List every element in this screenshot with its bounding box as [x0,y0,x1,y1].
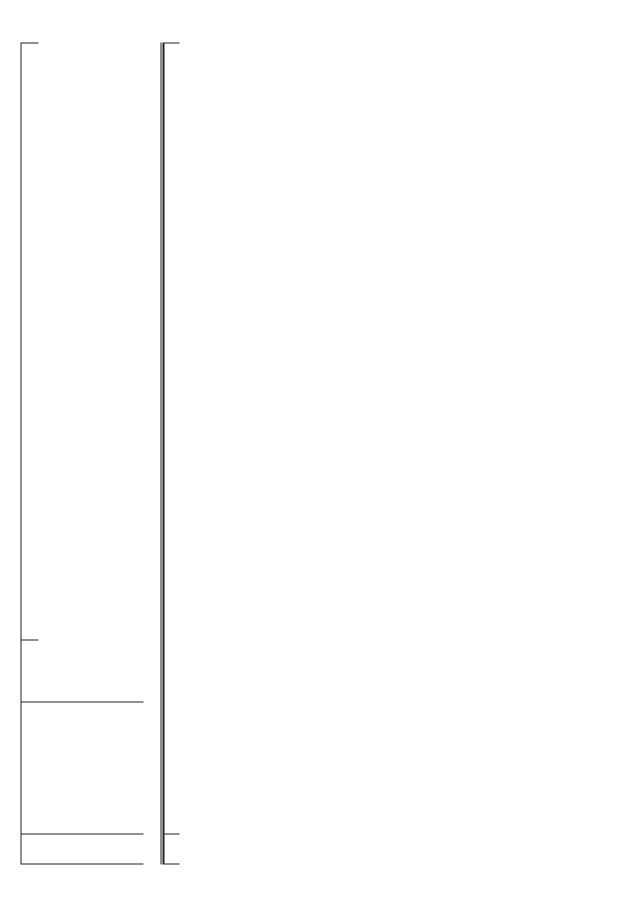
section-row [164,43,180,865]
section-num-cell [164,835,180,865]
header-years-row [39,43,144,865]
rotated-page [1,0,640,905]
header-values-group [21,43,39,641]
table-header [21,43,144,865]
section-label [164,43,180,835]
column-numbers-row [144,43,161,865]
indicators-table [21,43,588,865]
